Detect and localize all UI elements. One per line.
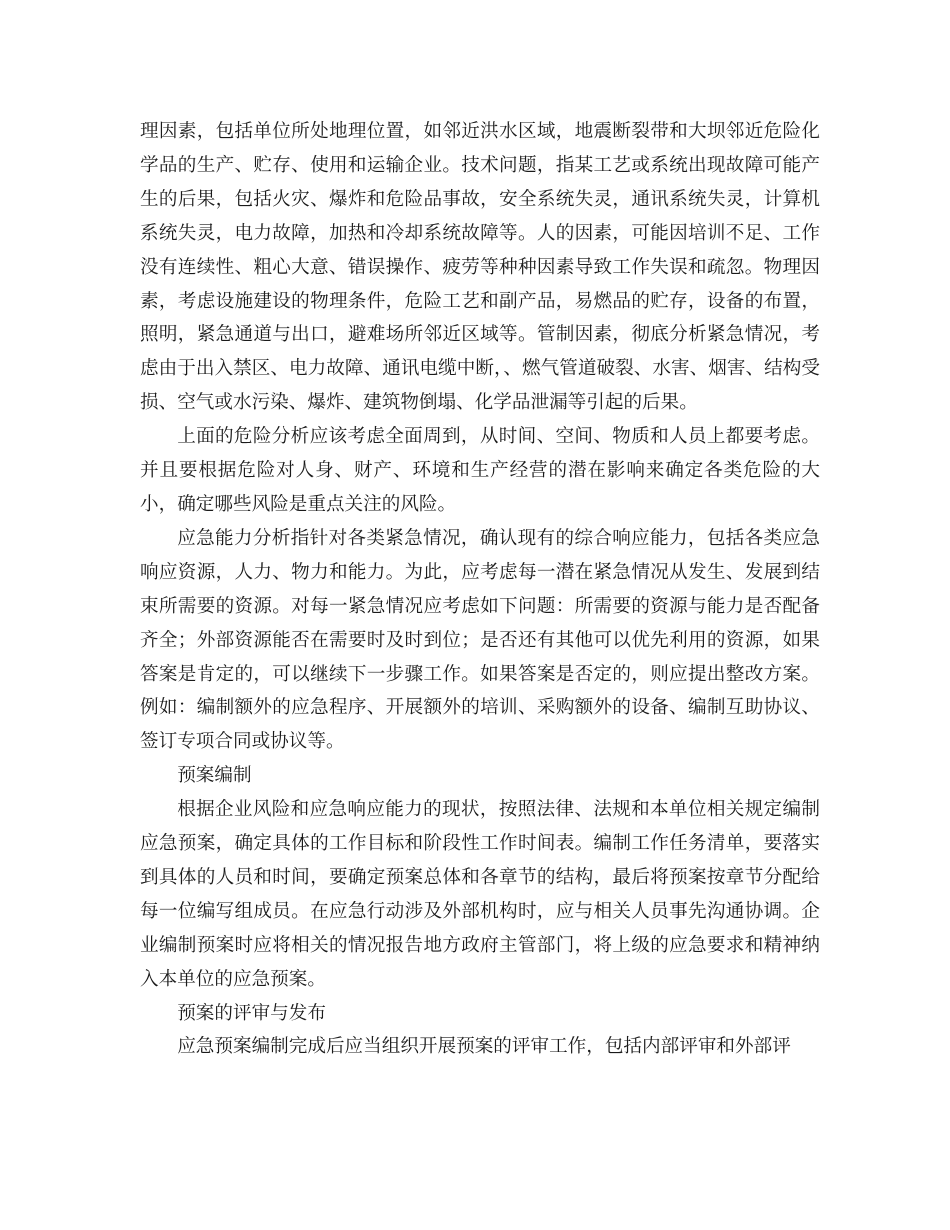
paragraph-hazard-analysis: 上面的危险分析应该考虑全面周到，从时间、空间、物质和人员上都要考虑。并且要根据危险对人身、财产、环境和生产经营的潜在影响来确定各类危险的大小，确定哪些风险是重点关注的风险。: [140, 426, 820, 515]
section-heading-review-release: 预案的评审与发布: [177, 1002, 326, 1024]
paragraph-capability-analysis: 应急能力分析指针对各类紧急情况，确认现有的综合响应能力，包括各类应急响应资源，人力、物力和能力。为此，应考虑每一潜在紧急情况从发生、发展到结束所需要的资源。对每一紧急情况应考虑如下问题：所需要的资源与能力是否配备齐全；外部资源能否在需要时及时到位；是否还有其他可以优先利用的资源，如果答案是肯定的，可以继续下一步骤工作。如果答案是否定的，则应提出整改方案。例如：编制额外的应急程序、开展额外的培训、采购额外的设备、编制互助协议、签订专项合同或协议等。: [140, 527, 820, 753]
paragraph-plan-drafting: 根据企业风险和应急响应能力的现状，按照法律、法规和本单位相关规定编制应急预案，确定具体的工作目标和阶段性工作时间表。编制工作任务清单，要落实到具体的人员和时间，要确定预案总体和各章节的结构，最后将预案按章节分配给每一位编写组成员。在应急行动涉及外部机构时，应与相关人员事先沟通协调。企业编制预案时应将相关的情况报告地方政府主管部门，将上级的应急要求和精神纳入本单位的应急预案。: [140, 799, 820, 990]
document-body: [140, 115, 820, 1064]
section-heading-plan-drafting: 预案编制: [177, 765, 252, 787]
paragraph-hazard-factors: 理因素，包括单位所处地理位置，如邻近洪水区域，地震断裂带和大坝邻近危险化学品的生产、贮存、使用和运输企业。技术问题，指某工艺或系统出现故障可能产生的后果，包括火灾、爆炸和危险品事故，安全系统失灵，通讯系统失灵，计算机系统失灵，电力故障，加热和冷却系统故障等。人的因素，可能因培训不足、工作没有连续性、粗心大意、错误操作、疲劳等种种因素导致工作失误和疏忽。物理因素，考虑设施建设的物理条件，危险工艺和副产品，易燃品的贮存，设备的布置，照明，紧急通道与出口，避难场所邻近区域等。管制因素，彻底分析紧急情况，考虑由于出入禁区、电力故障、通讯电缆中断，、燃气管道破裂、水害、烟害、结构受损、空气或水污染、爆炸、建筑物倒塌、化学品泄漏等引起的后果。: [140, 121, 820, 414]
paragraph-review-release: 应急预案编制完成后应当组织开展预案的评审工作，包括内部评审和外部评: [177, 1036, 791, 1058]
